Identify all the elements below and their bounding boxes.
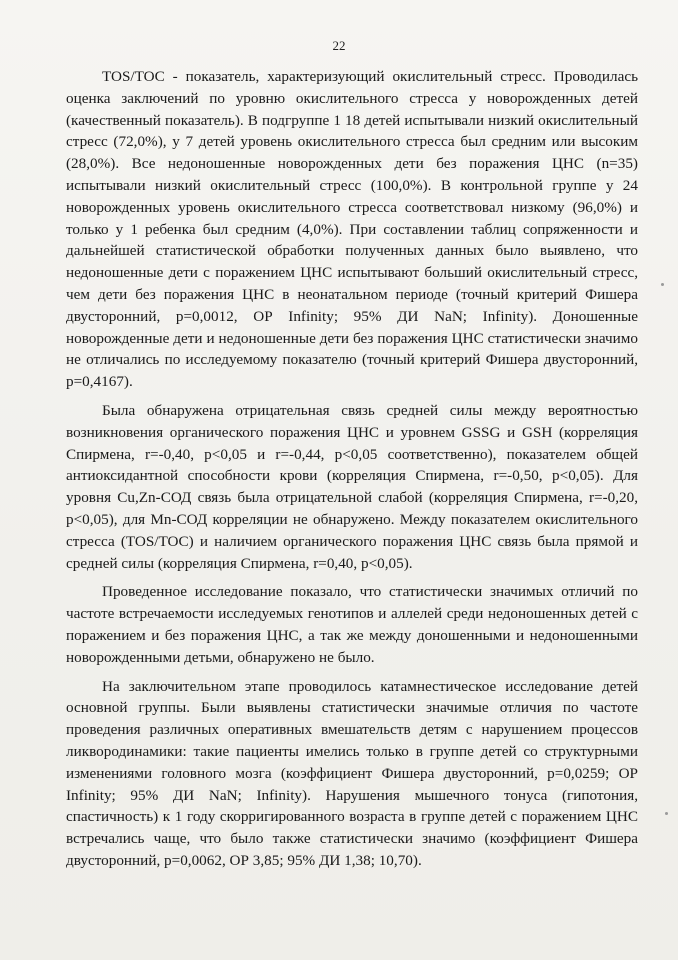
page-number: 22 — [332, 38, 346, 53]
paragraph-correlations: Была обнаружена отрицательная связь средней силы между вероятностью возникновения органического поражения ЦНС и уровнем GSSG и GSH (корреляция Спирмена, r=-0,40, p<0,05 и r=-0,44, p<0,05 соответственно), показателем общей антиоксидантной способности крови (корреляция Спирмена, r=-0,50, p<0,05). Для уровня Cu,Zn-СОД связь была отрицательной слабой (корреляция Спирмена, r=-0,20, p<0,05), для Mn-СОД корреляции не обнаружено. Между показателем окислительного стресса (TOS/TOC) и наличием органического поражения ЦНС связь была прямой и средней силы (корреляция Спирмена, r=0,40, p<0,05). — [66, 401, 638, 572]
paragraph-genotypes: Проведенное исследование показало, что статистически значимых отличий по частоте встречаемости исследуемых генотипов и аллелей среди недоношенных детей с поражением и без поражения ЦНС, а так же между доношенными и недоношенными новорожденными детьми, обнаружено не было. — [66, 583, 638, 666]
paragraph-oxidative-stress: TOS/TOC - показатель, характеризующий окислительный стресс. Проводилась оценка заключений по уровню окислительного стресса у новорожденных детей (качественный показатель). В подгруппе 1 18 детей испытывали низкий окислительный стресс (72,0%), у 7 детей уровень окислительного стресса был средним или высоким (28,0%). Все недоношенные новорожденных дети без поражения ЦНС (n=35) испытывали низкий окислительный стресс (100,0%). В контрольной группе у 24 новорожденных уровень окислительного стресса соответствовал низкому (96,0%) и только у 1 ребенка был средним (4,0%). При составлении таблиц сопряженности и дальнейшей статистической обработки полученных данных было выявлено, что недоношенные дети с поражением ЦНС испытывают больший окислительный стресс, чем дети без поражения ЦНС в неонатальном периоде (точный критерий Фишера двусторонний, p=0,0012, ОР Infinity; 95% ДИ NaN; Infinity). Доношенные новорожденные дети и недоношенные дети без поражения ЦНС статистически значимо не отличались по исследуемому показателю (точный критерий Фишера двусторонний, p=0,4167). — [66, 68, 638, 391]
scan-speck — [661, 283, 664, 286]
paragraph-catamnesis: На заключительном этапе проводилось катамнестическое исследование детей основной группы. Были выявлены статистически значимые отличия по частоте проведения различных оперативных вмешательств детям с нарушением процессов ликвородинамики: такие пациенты имелись только в группе детей со структурными изменениями головного мозга (коэффициент Фишера двусторонний, p=0,0259; ОР Infinity; 95% ДИ NaN; Infinity). Нарушения мышечного тонуса (гипотония, спастичность) к 1 году скорригированного возраста в группе детей с поражением ЦНС встречались чаще, что было также статистически значимо (коэффициент Фишера двусторонний, p=0,0062, ОР 3,85; 95% ДИ 1,38; 10,70). — [66, 677, 638, 869]
scan-speck — [665, 812, 668, 815]
body-text — [66, 66, 638, 872]
